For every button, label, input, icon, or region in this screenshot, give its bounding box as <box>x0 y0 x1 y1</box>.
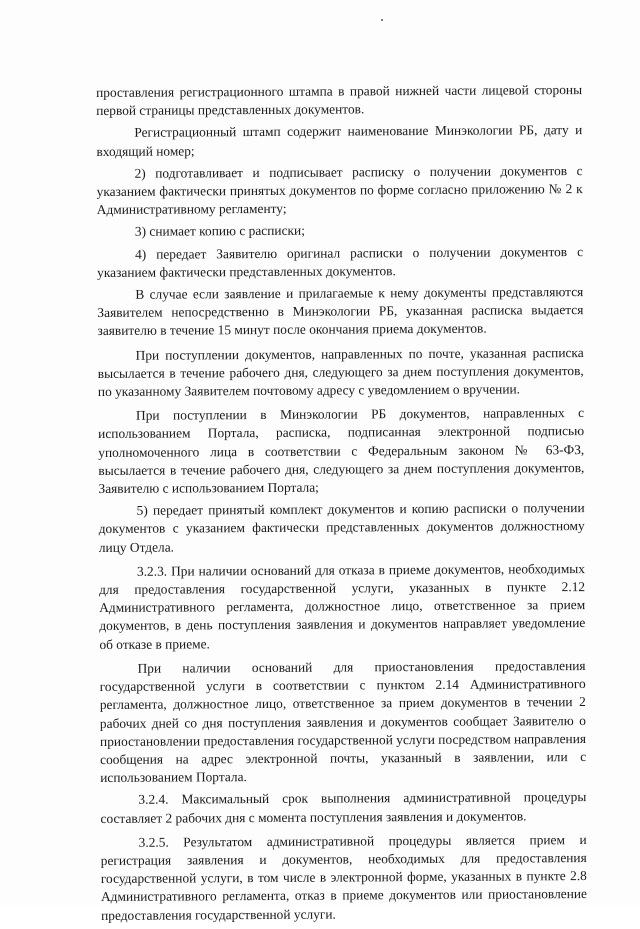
paragraph-3-2-3: 3.2.3. При наличии оснований для отказа в приеме документов, необходимых для предоставления государственной услуги, указанных в пункте 2.12 Административного регламента, должностное лицо, ответственное за прием документов, в день поступления заявления и документов направляет уведомление об отказе в приеме. <box>99 560 586 652</box>
paragraph-via-portal: При поступлении в Минэкологии РБ документов, направленных с использованием Портала, расписка, подписанная электронной подписью уполномоченного лица в соответствии с Федеральным законом № 63-ФЗ, высылается в течение рабочего дня, следующего за днем поступления документов, Заявителю с использованием Портала; <box>98 405 585 497</box>
scan-speck <box>381 19 383 21</box>
paragraph-step-2: 2) подготавливает и подписывает расписку о получении документов с указанием фактически принятых документов по форме согласно приложению № 2 к Административному регламенту; <box>96 162 583 218</box>
paragraph-step-3: 3) снимает копию с расписки; <box>134 223 305 240</box>
paragraph-by-mail: При поступлении документов, направленных по почте, указанная расписка высылается в течение рабочего дня, следующего за днем поступления документов, по указанному Заявителем почтовому адресу с уведомлением о вручении. <box>97 344 584 400</box>
paragraph-suspension: При наличии оснований для приостановления предоставления государственной услуги в соответствии с пунктом 2.14 Административного регламента, должностное лицо, ответственное за прием документов в течении 2 рабочих дней со дня поступления заявления и документов сообщает Заявителю о приостановлении предоставления государственной услуги посредством направления сообщения на адрес электронной почты, указанный в заявлении, или с использованием Портала. <box>99 657 587 786</box>
paragraph-step-4: 4) передает Заявителю оригинал расписки о получении документов с указанием фактически представленных документов. <box>97 243 584 280</box>
document-body <box>96 81 587 929</box>
paragraph-stamp-placement: проставления регистрационного штампа в правой нижней части лицевой стороны первой страницы представленных документов. <box>96 82 583 119</box>
paragraph-in-person: В случае если заявление и прилагаемые к нему документы представляются Заявителем непосредственно в Минэкологии РБ, указанная расписка выдается заявителю в течение 15 минут после окончания приема документов. <box>97 284 584 339</box>
paragraph-step-5: 5) передает принятый комплект документов и копию расписки о получении документов с указанием фактически представленных документов должностному лицу Отдела. <box>98 500 585 555</box>
paragraph-3-2-5: 3.2.5. Результатом административной процедуры является прием и регистрация заявления и документов, необходимых для предоставления государственной услуги, в том числе в электронной форме, указанных в пункте 2.8 Административного регламента, отказ в приеме документов или приостановление предоставления государственной услуги. <box>100 831 588 923</box>
paragraph-stamp-contents: Регистрационный штамп содержит наименование Минэкологии РБ, дату и входящий номер; <box>96 122 583 159</box>
paragraph-3-2-4: 3.2.4. Максимальный срок выполнения административной процедуры составляет 2 рабочих дня с момента поступления заявления и документов. <box>100 789 587 826</box>
